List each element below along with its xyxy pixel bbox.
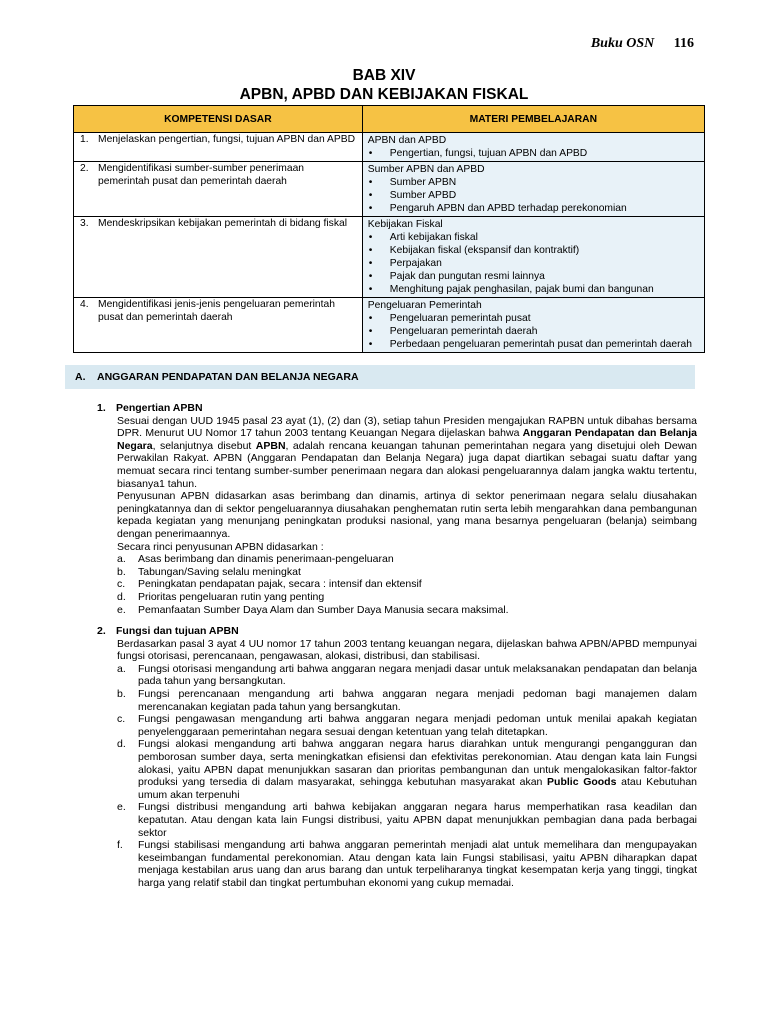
material-list bbox=[368, 312, 700, 351]
table-body bbox=[74, 133, 705, 353]
function-list bbox=[117, 663, 697, 890]
list-marker: d. bbox=[117, 738, 126, 751]
material-list bbox=[368, 147, 700, 160]
text-run: Fungsi pengawasan mengandung arti bahwa anggaran negara menjadi pedoman untuk menilai apakah kegiatan penyelenggaraan pemerintahan negara sesuai dengan ketentuan yang telah ditetapkan. bbox=[138, 713, 697, 738]
competency-cell bbox=[74, 298, 363, 353]
material-list bbox=[368, 231, 700, 296]
basis-list bbox=[117, 553, 697, 616]
list-text bbox=[138, 839, 697, 889]
text-run: Peningkatan pendapatan pajak, secara : intensif dan ektensif bbox=[138, 578, 422, 591]
material-cell bbox=[362, 162, 704, 217]
chapter-number: BAB XIV bbox=[352, 67, 416, 84]
text-run: , adalah rencana keuangan tahunan pemerintahan negara yang disetujui oleh Dewan Perwakilan Rakyat. APBN (Anggaran Pendapatan dan Belanja Negara) juga dapat diartikan sebagai suatu daftar yang memuat secara rinci tentang sumber-sumber penerimaan negara dan alokasi pengeluarannya dalam jangka waktu tertentu, biasanya1 tahun. bbox=[117, 439, 697, 490]
list-item bbox=[117, 801, 697, 839]
row-number: 1. bbox=[80, 134, 89, 145]
list-item bbox=[117, 604, 697, 617]
list-text bbox=[138, 713, 697, 738]
material-item: • Pengertian, fungsi, tujuan APBN dan APBD bbox=[368, 147, 700, 160]
text-run: Fungsi stabilisasi mengandung arti bahwa anggaran pemerintah menjadi alat untuk memelihara dan mengupayakan keseimbangan fundamental perekonomian. Atau dengan kata lain Fungsi stabilisasi, yaitu APBN diharapkan dapat menjaga kestabilan arus uang dan arus barang dan untuk terpeliharanya tingkat kesempatan kerja yang tinggi, tingkat harga yang relatif stabil dan tingkat pertumbuhan ekonomi yang cukup memadai. bbox=[138, 839, 697, 889]
text-run: Fungsi distribusi mengandung arti bahwa kebijakan anggaran negara harus memperhatikan rasa keadilan dan kepatutan. Atau dengan kata lain Fungsi distribusi, yaitu APBN dapat menunjukkan pembagian dana pada berbagai sektor bbox=[138, 801, 697, 839]
list-marker: c. bbox=[117, 578, 126, 591]
paragraph: Penyusunan APBN didasarkan asas berimbang dan dinamis, artinya di sektor penerimaan negara selalu diusahakan peningkatannya dan di sektor pengeluarannya diusahakan penghematan rutin serta lebih mengarahkan dana pembangunan kepada kegiatan yang menunjang peningkatan produksi nasional, yang mana besarnya pengeluaran (belanja) seimbang dengan penerimaannya. bbox=[117, 490, 697, 540]
competency-text: Mengidentifikasi sumber-sumber penerimaan pemerintah pusat dan pemerintah daerah bbox=[98, 163, 305, 187]
list-marker: a. bbox=[117, 553, 126, 566]
subsection-title-text: Fungsi dan tujuan APBN bbox=[116, 625, 239, 637]
list-text bbox=[138, 604, 697, 617]
column-header-materi: MATERI PEMBELAJARAN bbox=[362, 106, 704, 133]
material-item: • Perpajakan bbox=[368, 257, 700, 270]
competency-cell bbox=[74, 133, 363, 162]
competency-wrap bbox=[74, 217, 362, 230]
material-cell bbox=[362, 133, 704, 162]
material-list bbox=[368, 176, 700, 215]
row-number: 2. bbox=[80, 163, 89, 174]
subsection-pengertian bbox=[99, 402, 697, 616]
competency-wrap bbox=[74, 133, 362, 146]
chapter-heading bbox=[0, 66, 768, 104]
competency-text: Mengidentifikasi jenis-jenis pengeluaran pemerintah pusat dan pemerintah daerah bbox=[98, 299, 335, 323]
text-run: Tabungan/Saving selalu meningkat bbox=[138, 565, 301, 578]
subsection-number: 1. bbox=[97, 402, 106, 414]
list-item bbox=[117, 553, 697, 566]
material-item: • Arti kebijakan fiskal bbox=[368, 231, 700, 244]
list-text bbox=[138, 578, 697, 591]
material-item: • Pengaruh APBN dan APBD terhadap perekonomian bbox=[368, 202, 700, 215]
page-number: 116 bbox=[673, 36, 694, 51]
competency-wrap bbox=[74, 298, 362, 324]
competency-text: Mendeskripsikan kebijakan pemerintah di bidang fiskal bbox=[98, 218, 347, 229]
list-marker: a. bbox=[117, 662, 126, 675]
text-run: Fungsi otorisasi mengandung arti bahwa anggaran negara menjadi dasar untuk melaksanakan pendapatan dan belanja pada tahun yang bersangkutan. bbox=[138, 662, 697, 688]
text-run: atau Kebutuhan umum akan terpenuhi bbox=[138, 776, 697, 801]
section-title: ANGGARAN PENDAPATAN DAN BELANJA NEGARA bbox=[97, 371, 359, 383]
material-item: • Sumber APBD bbox=[368, 189, 700, 202]
material-item: • Pajak dan pungutan resmi lainnya bbox=[368, 270, 700, 283]
material-item: • Kebijakan fiskal (ekspansif dan kontraktif) bbox=[368, 244, 700, 257]
list-item bbox=[117, 566, 697, 579]
text-run: Fungsi perencanaan mengandung arti bahwa anggaran negara menjadi pedoman bagi manajemen dalam merencanakan kegiatan pada tahun yang bersangkutan. bbox=[138, 687, 697, 713]
list-item bbox=[117, 713, 697, 738]
material-item: • Menghitung pajak penghasilan, pajak bumi dan bangunan bbox=[368, 283, 700, 296]
list-item bbox=[117, 738, 697, 801]
material-item: • Sumber APBN bbox=[368, 176, 700, 189]
text-run: Pemanfaatan Sumber Daya Alam dan Sumber Daya Manusia secara maksimal. bbox=[138, 603, 509, 616]
list-item bbox=[117, 578, 697, 591]
competency-table bbox=[73, 105, 705, 353]
book-title: Buku OSN bbox=[590, 36, 655, 51]
material-title: Sumber APBN dan APBD bbox=[367, 164, 485, 175]
list-marker: e. bbox=[117, 801, 126, 814]
competency-text: Menjelaskan pengertian, fungsi, tujuan APBN dan APBD bbox=[98, 134, 356, 145]
column-header-kompetensi: KOMPETENSI DASAR bbox=[74, 106, 363, 133]
table-row bbox=[74, 217, 705, 298]
list-text bbox=[138, 553, 697, 566]
table-row bbox=[74, 298, 705, 353]
text-run: Asas berimbang dan dinamis penerimaan-pengeluaran bbox=[138, 553, 394, 566]
table-header-row bbox=[74, 106, 705, 133]
list-marker: d. bbox=[117, 590, 126, 603]
list-text bbox=[138, 591, 697, 604]
material-item: • Perbedaan pengeluaran pemerintah pusat dan pemerintah daerah bbox=[368, 338, 700, 351]
subsection-number: 2. bbox=[97, 625, 106, 637]
list-text bbox=[138, 738, 697, 801]
list-item bbox=[117, 839, 697, 889]
list-marker: b. bbox=[117, 687, 126, 700]
subsection-title-text: Pengertian APBN bbox=[116, 402, 203, 414]
text-run: Fungsi alokasi mengandung arti bahwa anggaran negara harus diarahkan untuk mengurangi pengangguran dan pemborosan sumber daya, serta meningkatkan efisiensi dan efektivitas perekonomian. Atau dengan kata lain Fungsi alokasi, yaitu APBN dapat menunjukkan sasaran dan prioritas pembangunan dan untuk mengalokasikan faltor-faktor produksi yang tersedia di dalam masyarakat, sehingga kebutuhan masyarakat akan bbox=[138, 738, 697, 789]
material-cell bbox=[362, 298, 704, 353]
paragraph: Berdasarkan pasal 3 ayat 4 UU nomor 17 tahun 2003 tentang keuangan negara, dijelaskan bahwa APBN/APBD mempunyai fungsi otorisasi, perencanaan, pengawasan, alokasi, distribusi, dan stabilisasi. bbox=[117, 637, 697, 663]
subsection-title bbox=[97, 625, 697, 638]
competency-wrap bbox=[74, 162, 362, 188]
row-number: 3. bbox=[80, 218, 89, 229]
text-run: Sesuai dengan UUD 1945 pasal 23 ayat (1), (2) dan (3), setiap tahun Presiden mengajukan RAPBN untuk dibahas bersama DPR. Menurut UU Nomor 17 tahun 2003 tentang Keuangan Negara dijelaskan bahwa bbox=[117, 414, 697, 440]
material-title: Pengeluaran Pemerintah bbox=[367, 300, 482, 311]
bold-term: Anggaran Pendapatan dan Belanja Negara bbox=[117, 427, 697, 452]
bold-term: APBN bbox=[255, 439, 286, 452]
text-run: , selanjutnya disebut bbox=[152, 439, 256, 452]
list-item bbox=[117, 591, 697, 604]
list-text bbox=[138, 663, 697, 688]
material-item: • Pengeluaran pemerintah pusat bbox=[368, 312, 700, 325]
material-title: APBN dan APBD bbox=[367, 135, 447, 146]
list-marker: f. bbox=[117, 839, 123, 852]
material-item: • Pengeluaran pemerintah daerah bbox=[368, 325, 700, 338]
list-text bbox=[138, 688, 697, 713]
material-title: Kebijakan Fiskal bbox=[367, 219, 443, 230]
table-row bbox=[74, 133, 705, 162]
list-text bbox=[138, 801, 697, 839]
list-marker: e. bbox=[117, 603, 126, 616]
section-letter: A. bbox=[75, 371, 86, 383]
paragraph bbox=[117, 415, 697, 491]
text-run: Prioritas pengeluaran rutin yang penting bbox=[138, 590, 325, 603]
competency-cell bbox=[74, 162, 363, 217]
list-item bbox=[117, 688, 697, 713]
subsection-fungsi bbox=[99, 625, 697, 889]
subsection-title bbox=[97, 402, 697, 415]
list-item bbox=[117, 663, 697, 688]
paragraph: Secara rinci penyusunan APBN didasarkan : bbox=[117, 540, 324, 553]
section-heading bbox=[65, 365, 695, 389]
row-number: 4. bbox=[80, 299, 89, 310]
running-header bbox=[591, 36, 694, 52]
list-marker: b. bbox=[117, 565, 126, 578]
table-row bbox=[74, 162, 705, 217]
material-cell bbox=[362, 217, 704, 298]
bold-term: Public Goods bbox=[547, 776, 617, 789]
chapter-title: APBN, APBD DAN KEBIJAKAN FISKAL bbox=[239, 86, 529, 103]
list-text bbox=[138, 566, 697, 579]
competency-cell bbox=[74, 217, 363, 298]
list-marker: c. bbox=[117, 713, 126, 726]
